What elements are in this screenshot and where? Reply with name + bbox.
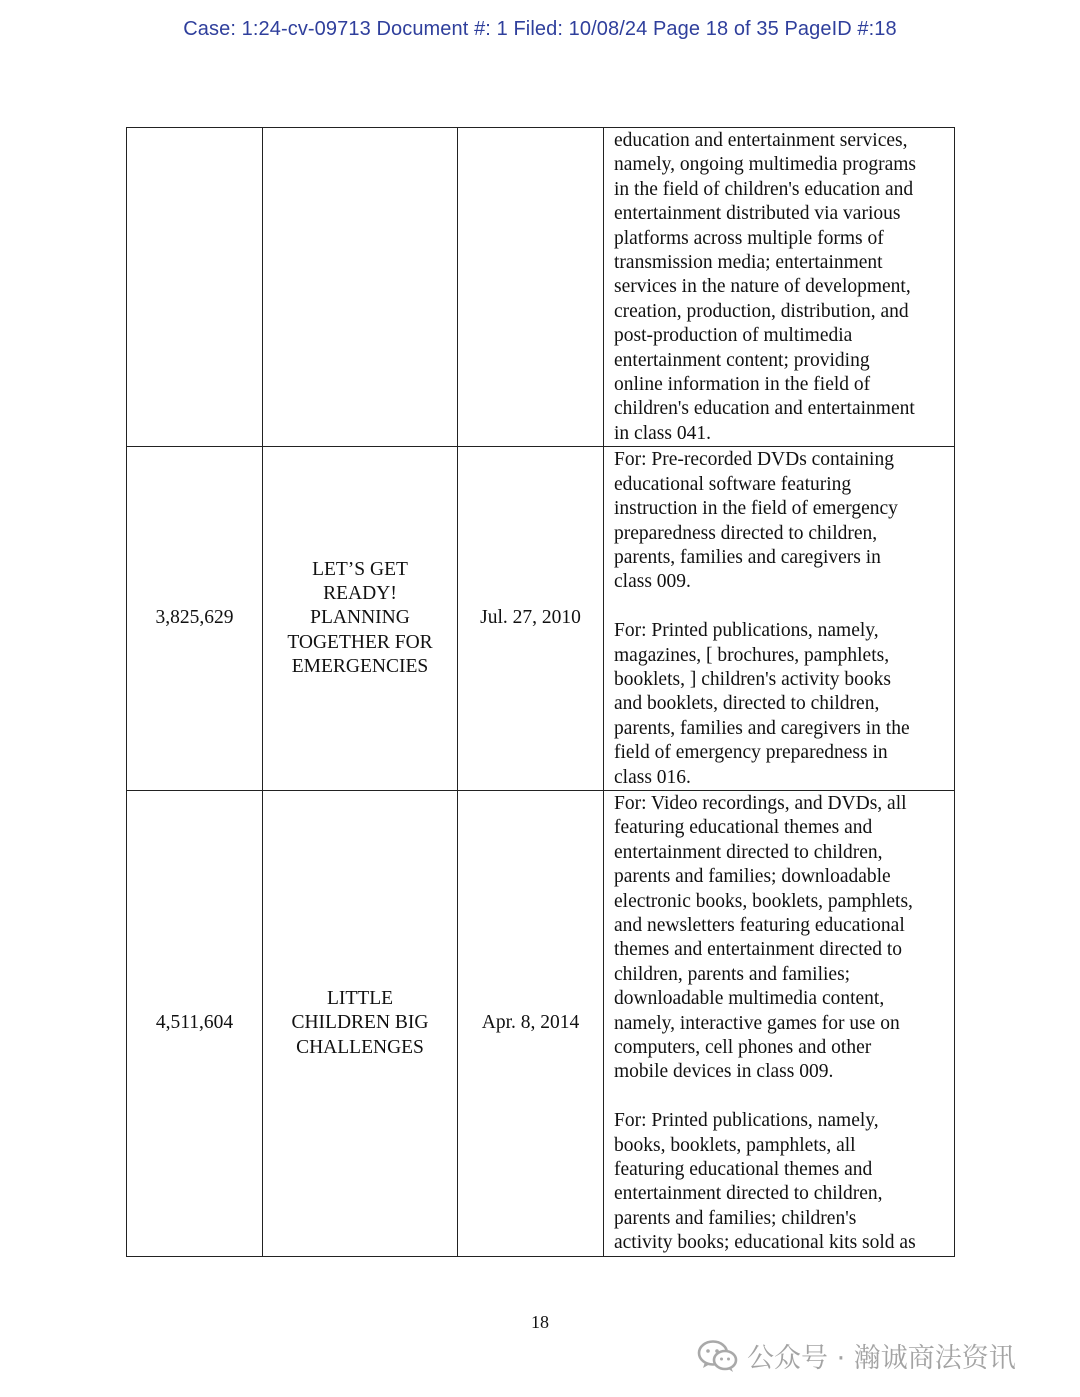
wechat-icon: [697, 1339, 739, 1373]
trademark-table: [126, 127, 955, 1257]
description-line: electronic books, booklets, pamphlets,: [614, 890, 913, 912]
description-paragraph: [614, 448, 950, 594]
registration-date: [458, 128, 604, 447]
table-row: [127, 447, 955, 791]
page-number: 18: [531, 1312, 549, 1332]
description-line: field of emergency preparedness in: [614, 742, 888, 764]
description-line: class 009.: [614, 571, 691, 593]
registration-number: 3,825,629: [127, 447, 263, 791]
trademark-name-line: TOGETHER FOR: [287, 631, 433, 653]
description-line: magazines, [ brochures, pamphlets,: [614, 644, 890, 666]
goods-services-description: [604, 447, 955, 791]
description-line: children, parents and families;: [614, 963, 851, 985]
registration-number: 4,511,604: [127, 790, 263, 1256]
description-paragraph: [614, 619, 950, 790]
description-line: parents and families; downloadable: [614, 866, 891, 888]
description-line: creation, production, distribution, and: [614, 300, 909, 322]
description-line: instruction in the field of emergency: [614, 498, 898, 520]
description-line: namely, interactive games for use on: [614, 1012, 900, 1034]
description-paragraph: [614, 1109, 950, 1255]
registration-date: Apr. 8, 2014: [458, 790, 604, 1256]
description-line: services in the nature of development,: [614, 276, 911, 298]
description-line: activity books; educational kits sold as: [614, 1232, 916, 1254]
description-line: namely, ongoing multimedia programs: [614, 154, 917, 176]
description-line: downloadable multimedia content,: [614, 988, 885, 1010]
description-line: transmission media; entertainment: [614, 252, 883, 274]
description-line: computers, cell phones and other: [614, 1037, 872, 1059]
registration-date: Jul. 27, 2010: [458, 447, 604, 791]
case-header: Case: 1:24-cv-09713 Document #: 1 Filed: 10/08/24 Page 18 of 35 PageID #:18: [183, 18, 897, 40]
description-line: featuring educational themes and: [614, 1159, 873, 1181]
description-line: For: Video recordings, and DVDs, all: [614, 792, 907, 814]
description-line: in class 041.: [614, 422, 711, 444]
description-line: in the field of children's education and: [614, 178, 914, 200]
trademark-name-line: READY!: [323, 583, 397, 604]
description-line: entertainment content; providing: [614, 349, 870, 371]
description-line: booklets, ] children's activity books: [614, 668, 892, 690]
description-line: parents, families and caregivers in the: [614, 717, 910, 739]
description-line: entertainment directed to children,: [614, 841, 883, 863]
description-line: parents, families and caregivers in: [614, 546, 881, 568]
description-line: entertainment directed to children,: [614, 1183, 883, 1205]
description-line: preparedness directed to children,: [614, 522, 878, 544]
description-line: children's education and entertainment: [614, 398, 915, 420]
description-line: and newsletters featuring educational: [614, 914, 905, 936]
description-paragraph: [614, 792, 950, 1085]
watermark: [697, 1336, 1016, 1375]
description-line: mobile devices in class 009.: [614, 1061, 834, 1083]
trademark-name-line: LET’S GET: [312, 558, 408, 580]
description-line: post-production of multimedia: [614, 325, 853, 347]
table-row: [127, 128, 955, 447]
trademark-name-line: EMERGENCIES: [291, 656, 429, 678]
description-line: class 016.: [614, 766, 691, 788]
description-line: online information in the field of: [614, 374, 871, 396]
description-line: For: Printed publications, namely,: [614, 1110, 879, 1132]
description-paragraph: [614, 129, 950, 446]
trademark-name: [263, 447, 458, 791]
registration-number: [127, 128, 263, 447]
trademark-name-line: CHALLENGES: [296, 1036, 424, 1058]
description-line: For: Pre-recorded DVDs containing: [614, 449, 894, 471]
description-line: themes and entertainment directed to: [614, 939, 903, 961]
trademark-name: [263, 128, 458, 447]
description-line: For: Printed publications, namely,: [614, 620, 879, 642]
description-line: books, booklets, pamphlets, all: [614, 1134, 856, 1156]
description-line: parents and families; children's: [614, 1207, 857, 1229]
description-line: featuring educational themes and: [614, 817, 873, 839]
description-line: education and entertainment services,: [614, 130, 908, 151]
description-line: entertainment distributed via various: [614, 203, 901, 225]
watermark-text: 公众号 · 瀚诚商法资讯: [747, 1343, 1016, 1374]
goods-services-description: [604, 128, 955, 447]
trademark-name-line: CHILDREN BIG: [291, 1012, 429, 1034]
description-line: platforms across multiple forms of: [614, 227, 884, 249]
trademark-name: [263, 790, 458, 1256]
trademark-name-line: PLANNING: [310, 607, 410, 629]
trademark-name-line: LITTLE: [326, 987, 394, 1009]
goods-services-description: [604, 790, 955, 1256]
description-line: and booklets, directed to children,: [614, 693, 880, 715]
description-line: educational software featuring: [614, 473, 852, 495]
table-row: [127, 790, 955, 1256]
